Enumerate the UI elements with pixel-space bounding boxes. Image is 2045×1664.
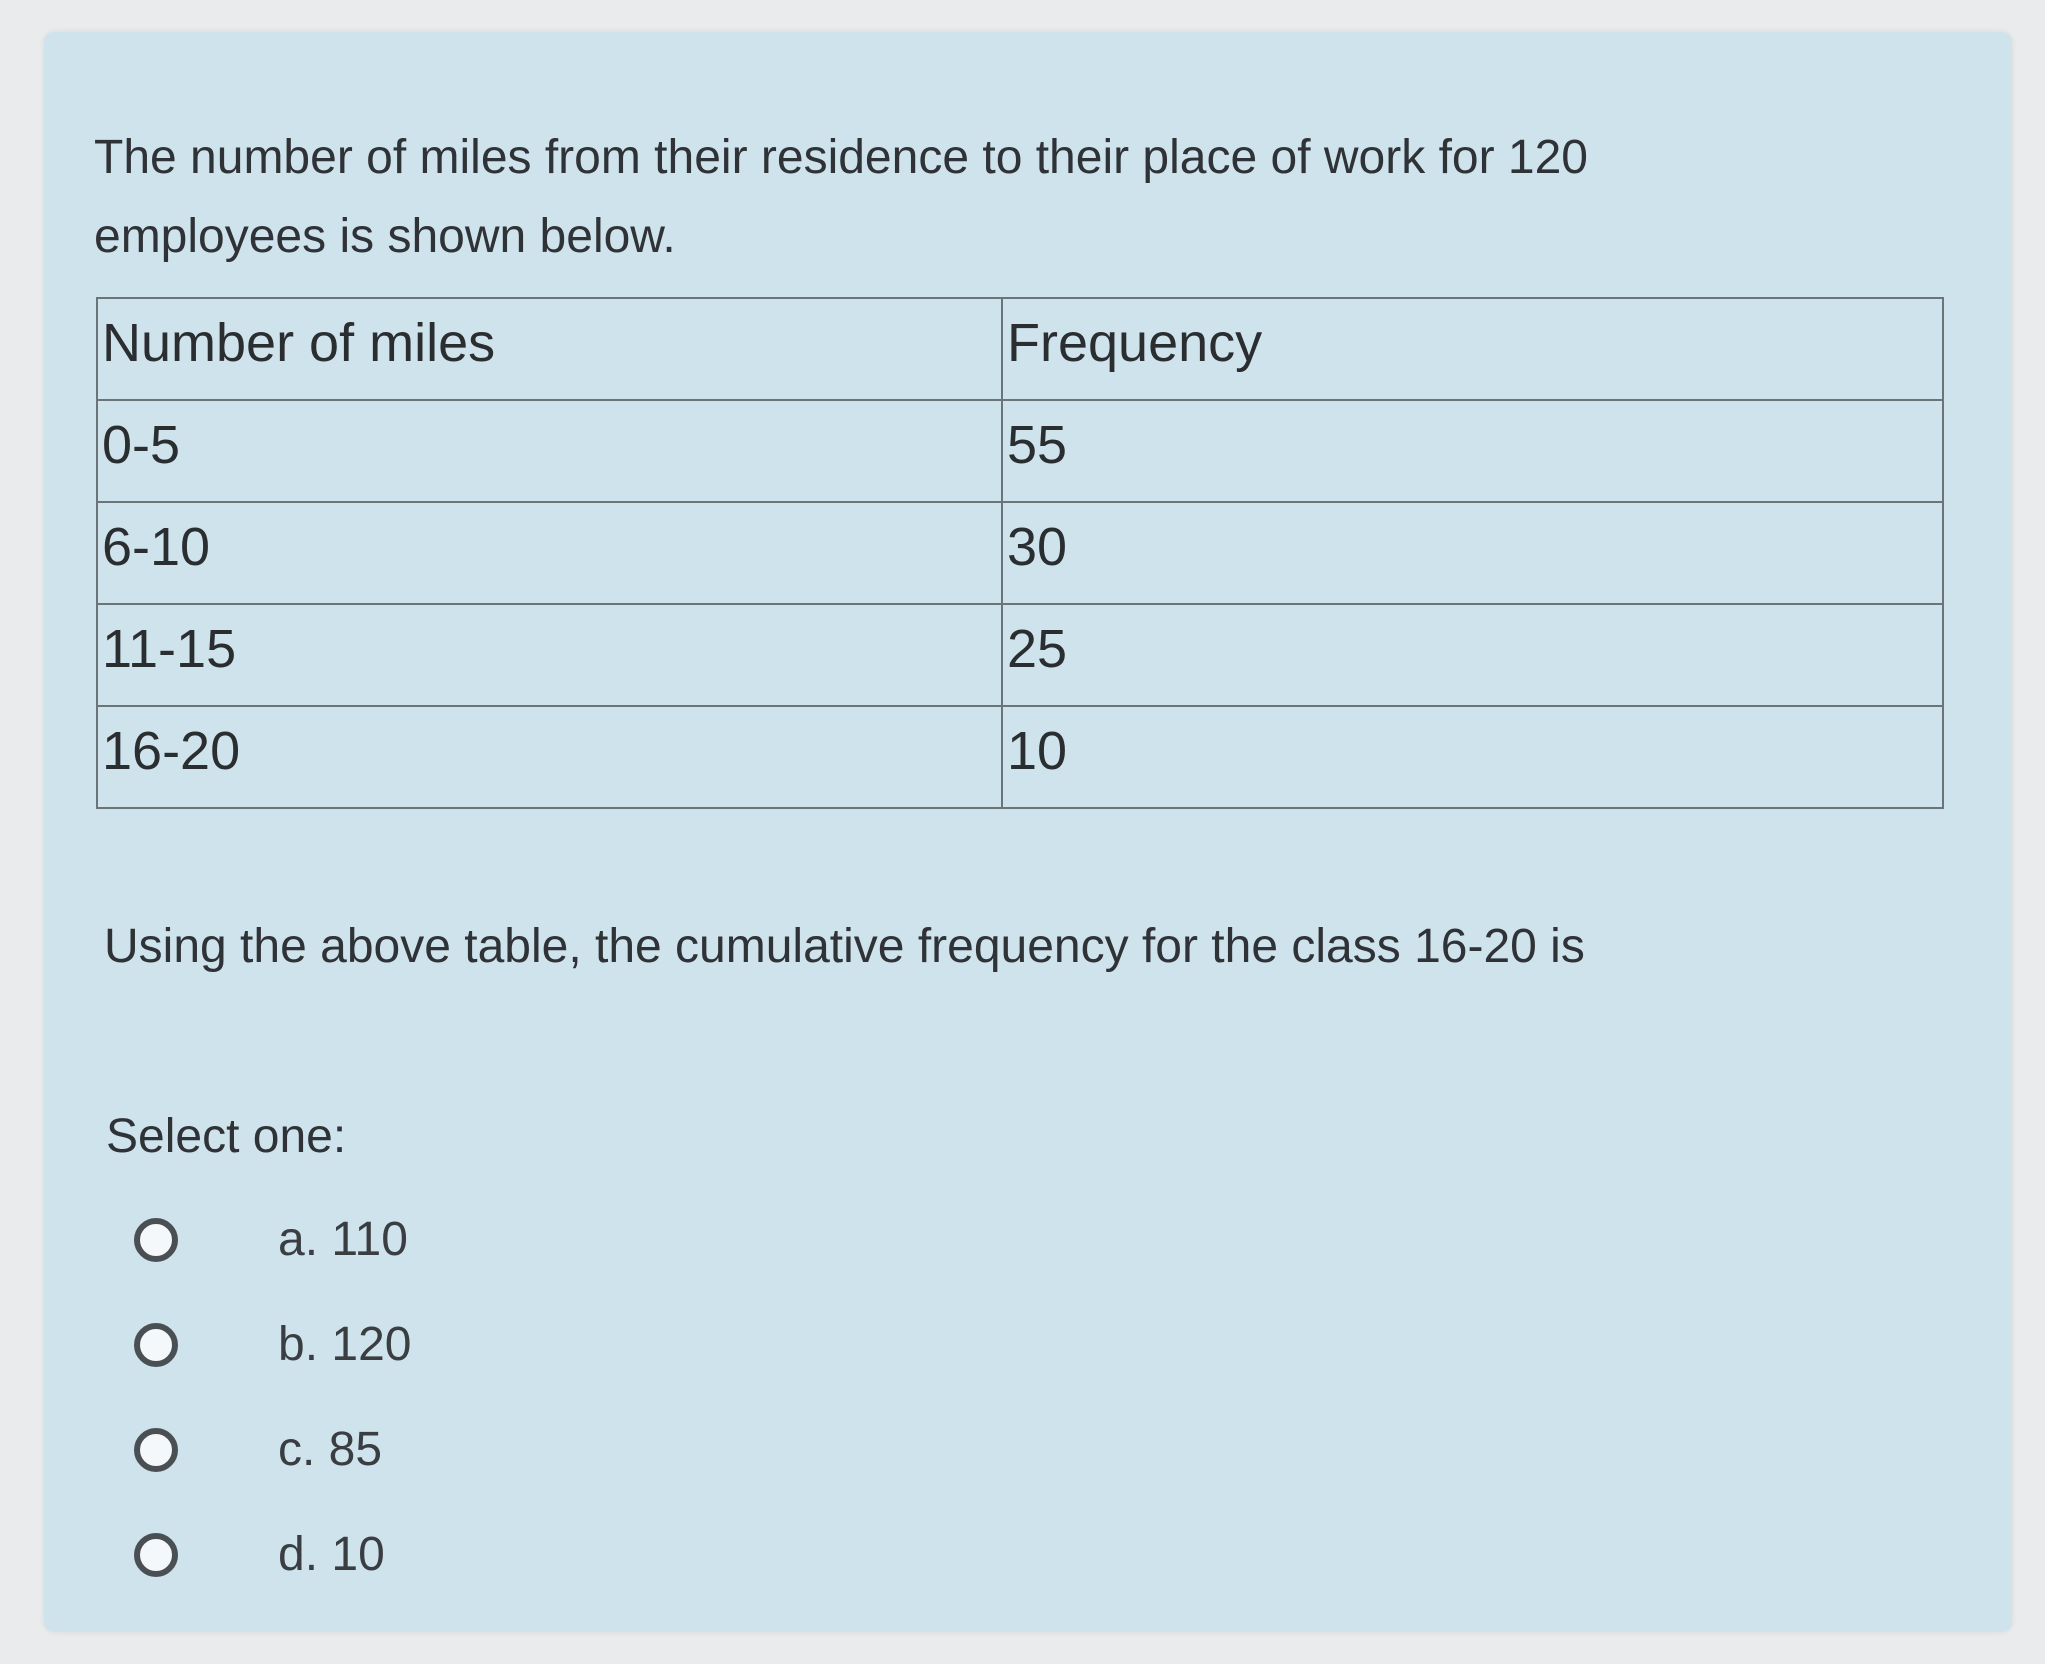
miles-cell: 6-10 xyxy=(97,502,1002,604)
question-text: The number of miles from their residence to their place of work for 120 employees is shown below. xyxy=(94,131,1588,263)
frequency-table xyxy=(96,297,1944,809)
option-label[interactable]: c. 85 xyxy=(278,1423,383,1476)
option-label[interactable]: d. 10 xyxy=(278,1528,385,1581)
frequency-cell: 10 xyxy=(1002,706,1943,808)
question-panel xyxy=(44,32,2012,1632)
radio-button[interactable] xyxy=(134,1218,178,1262)
option-label[interactable]: b. 120 xyxy=(278,1318,412,1371)
miles-cell: 0-5 xyxy=(97,400,1002,502)
column-header-frequency: Frequency xyxy=(1002,298,1943,400)
option-b[interactable] xyxy=(134,1292,411,1397)
column-header-miles: Number of miles xyxy=(97,298,1002,400)
table-header-row xyxy=(97,298,1943,400)
frequency-cell: 25 xyxy=(1002,604,1943,706)
option-a[interactable] xyxy=(134,1187,411,1292)
option-d[interactable] xyxy=(134,1502,411,1607)
table-row xyxy=(97,502,1943,604)
radio-button[interactable] xyxy=(134,1533,178,1577)
answer-options xyxy=(134,1187,411,1607)
select-one-label: Select one: xyxy=(106,1110,347,1163)
radio-button[interactable] xyxy=(134,1323,178,1367)
miles-cell: 11-15 xyxy=(97,604,1002,706)
radio-button[interactable] xyxy=(134,1428,178,1472)
table-row xyxy=(97,706,1943,808)
frequency-cell: 55 xyxy=(1002,400,1943,502)
frequency-cell: 30 xyxy=(1002,502,1943,604)
miles-cell: 16-20 xyxy=(97,706,1002,808)
table-row xyxy=(97,400,1943,502)
table-row xyxy=(97,604,1943,706)
question-prompt: Using the above table, the cumulative frequency for the class 16-20 is xyxy=(104,920,1585,973)
option-label[interactable]: a. 110 xyxy=(278,1213,408,1266)
option-c[interactable] xyxy=(134,1397,411,1502)
